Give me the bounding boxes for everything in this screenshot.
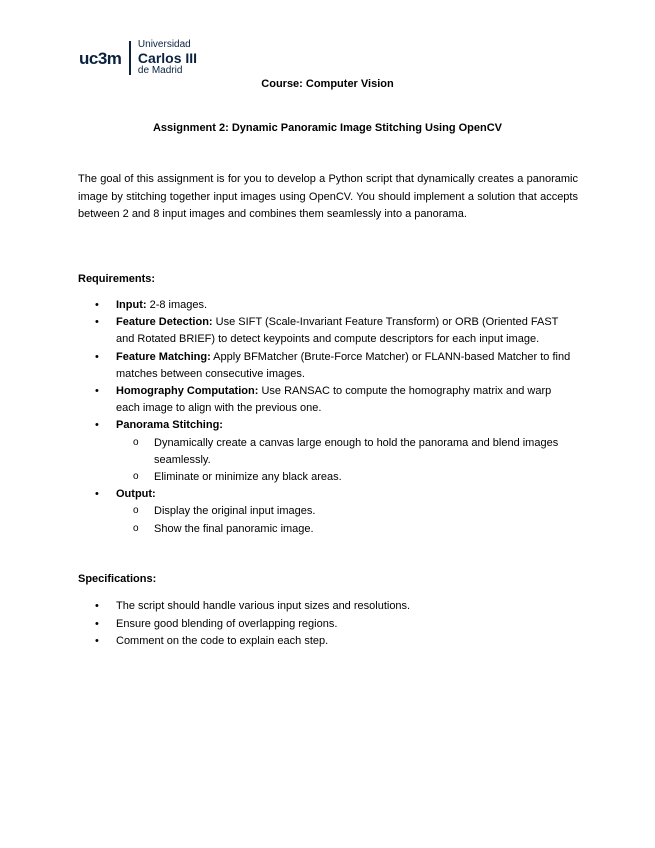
logo-line-1: Universidad	[137, 39, 191, 50]
list-item	[78, 314, 578, 348]
list-item	[78, 349, 578, 383]
item-label: Output:	[116, 488, 156, 501]
item-label: Panorama Stitching:	[116, 419, 223, 432]
list-item	[78, 297, 578, 314]
list-item: • The script should handle various input sizes and resolutions.	[78, 598, 578, 616]
specifications-heading: Specifications:	[78, 573, 157, 585]
logo-full-name	[138, 40, 197, 76]
item-label: Feature Detection:	[116, 316, 213, 329]
sub-list	[116, 503, 578, 537]
sub-list-item: o Display the original input images.	[116, 503, 578, 520]
assignment-title: Assignment 2: Dynamic Panoramic Image Stitching Using OpenCV	[152, 122, 503, 134]
list-item	[78, 486, 578, 538]
logo-divider	[129, 41, 131, 75]
list-item	[78, 383, 578, 417]
item-text: Use RANSAC to compute the homography matrix and warp each image to align with the previous one.	[116, 385, 552, 415]
requirements-list	[78, 297, 578, 538]
item-label: Homography Computation:	[116, 385, 259, 398]
item-text: Apply BFMatcher (Brute-Force Matcher) or FLANN-based Matcher to find matches between consecutive images.	[116, 350, 571, 380]
specifications-list	[78, 598, 578, 651]
sub-list-item: o Dynamically create a canvas large enough to hold the panorama and blend images seamlessly.	[116, 435, 578, 469]
list-item: • Comment on the code to explain each step.	[78, 633, 578, 651]
list-item: • Ensure good blending of overlapping regions.	[78, 616, 578, 634]
course-title: Course: Computer Vision	[261, 78, 394, 90]
logo-line-3: de Madrid	[137, 65, 183, 76]
logo-line-2: Carlos III	[137, 50, 198, 66]
requirements-heading: Requirements:	[78, 273, 156, 285]
sub-list-item: o Show the final panoramic image.	[116, 521, 578, 538]
intro-paragraph: The goal of this assignment is for you to develop a Python script that dynamically creates a panoramic image by stitching together input images using OpenCV. You should implement a solution that accepts between 2 and 8 input images and combines them seamlessly into a panorama.	[78, 173, 578, 220]
item-text: Use SIFT (Scale-Invariant Feature Transform) or ORB (Oriented FAST and Rotated BRIEF) to detect keypoints and compute descriptors for each input image.	[116, 316, 559, 346]
item-label: Input:	[116, 299, 147, 311]
item-text: 2-8 images.	[146, 299, 208, 311]
list-item	[78, 417, 578, 486]
sub-list-item: o Eliminate or minimize any black areas.	[116, 469, 578, 486]
logo-short-name: uc3m	[79, 48, 122, 68]
university-logo	[79, 40, 197, 76]
sub-list	[116, 435, 578, 487]
item-label: Feature Matching:	[116, 350, 211, 363]
